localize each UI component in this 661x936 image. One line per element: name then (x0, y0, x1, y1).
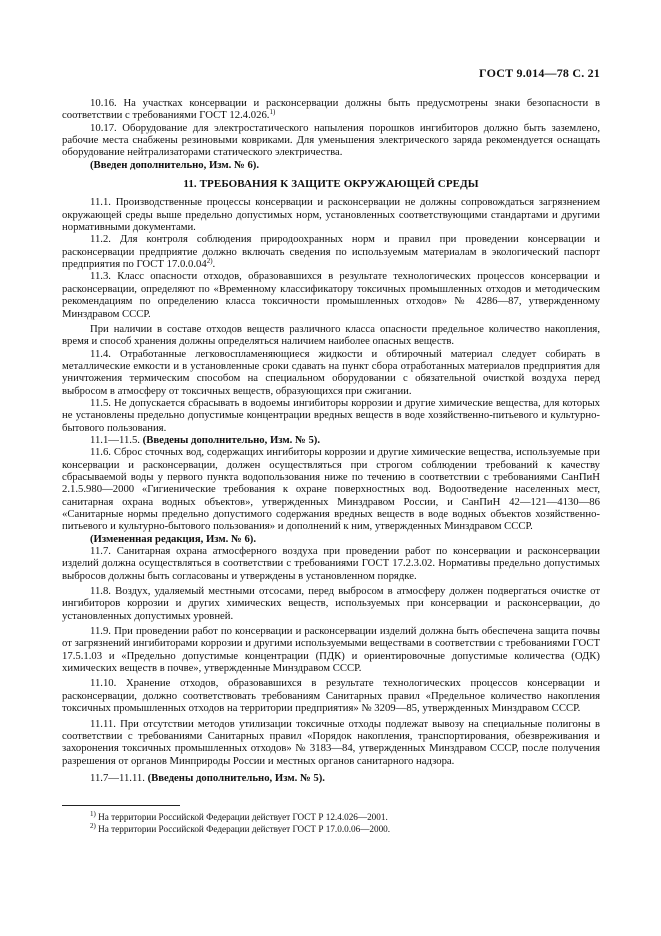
footnote-2 (62, 823, 600, 835)
clause-range-11-1-11-5: 11.1—11.5. (90, 433, 140, 446)
paragraph-11-9: 11.9. При проведении работ по консервации и расконсервации изделий должна быть обеспечена защита почвы от загрязнений ингибиторами коррозии и другими используемыми веществами в соответствии с требованиями ГОСТ 17.5.1.03 и «Предельно допустимые концентрации (ПДК) и ориентировочные допустимые количества (ОДК) химических веществ в почве», утвержденные Минздравом СССР. (62, 625, 600, 675)
page-header: ГОСТ 9.014—78 С. 21 (479, 66, 600, 80)
paragraph-11-5: 11.5. Не допускается сбрасывать в водоемы ингибиторы коррозии и другие химические вещества, для которых не установлены предельно допустимые концентрации вредных веществ в воде хозяйственно-питьевого и культурно-бытового пользования. (62, 396, 600, 434)
paragraph-11-3: 11.3. Класс опасности отходов, образовавшихся в результате технологических процессов консервации и расконсервации, определяют по «Временному классификатору токсичных промышленных отходов и методическим рекомендациям по определению класса токсичности промышленных отходов» № 4286—87, утвержденному Минздравом СССР. (62, 270, 600, 320)
footnote-ref-2: 2) (206, 257, 213, 266)
footnote-1 (62, 811, 600, 823)
footnote-ref-1: 1) (269, 108, 276, 117)
paragraph-11-2 (62, 233, 600, 270)
paragraph-11-11: 11.11. При отсутствии методов утилизации токсичные отходы подлежат вывозу на специальные полигоны в соответствии с требованиями Санитарных правил «Порядок накопления, транспортирования, обезвреживания и захоронения токсичных промышленных отходов» № 3183—84, утвержденных Минздравом СССР, после получения разрешения от органов Минприроды России и местных органов санитарного надзора. (62, 717, 600, 767)
footnote-2-mark: 2) (90, 822, 96, 830)
amendment-note-introduced-6: (Введен дополнительно, Изм. № 6). (90, 158, 260, 171)
amendment-note-introduced-5-second: (Введены дополнительно, Изм. № 5). (147, 771, 325, 784)
paragraph-11-8: 11.8. Воздух, удаляемый местными отсосами, перед выбросом в атмосферу должен подвергаться очистке от ингибиторов коррозии и других химических веществ, используемых при консервации и расконсервации, до установленных допустимых уровней. (62, 585, 600, 622)
paragraph-11-1: 11.1. Производственные процессы консервации и расконсервации не должны сопровождаться загрязнением окружающей среды выше предельно допустимых норм, установленных соответствующими стандартами и другими нормативными документами. (62, 196, 600, 234)
paragraph-10-16 (62, 97, 600, 122)
amendment-11-7-11-11 (62, 772, 600, 784)
document-body (62, 97, 600, 784)
paragraph-11-2-text: 11.2. Для контроля соблюдения природоохранных норм и правил при проведении консервации и расконсервации предприятие должно включать сведения по используемым материалам в экологический паспорт предприятия по ГОСТ 17.0.0.04 (62, 233, 600, 271)
footnote-1-text: На территории Российской Федерации действует ГОСТ Р 12.4.026—2001. (98, 812, 388, 822)
paragraph-11-6: 11.6. Сброс сточных вод, содержащих ингибиторы коррозии и другие химические вещества, используемые при консервации и расконсервации, должен осуществляться при строгом соблюдении требований к качеству сбрасываемой воды у первого пункта водопользования ниже по течению в соответствии с требованиями СанПиН 2.1.5.980—2000 «Гигиенические требования к охране поверхностных вод. Водоотведение населенных мест, санитарная охрана водных объектов», утвержденных Минздравом России, и СанПиН 42—121—4130—86 «Санитарные нормы предельно допустимого содержания вредных веществ в воде водных объектов хозяйственно-питьевого и культурно-бытового пользования» и дополнений к ним, утвержденных Минздравом СССР. (62, 446, 600, 533)
clause-range-11-7-11-11: 11.7—11.11. (90, 771, 145, 784)
paragraph-10-16-text: 10.16. На участках консервации и расконсервации должны быть предусмотрены знаки безопасности в соответствии с требованиями ГОСТ 12.4.026. (62, 97, 600, 122)
paragraph-11-4: 11.4. Отработанные легковоспламеняющиеся жидкости и обтирочный материал следует собирать в металлические емкости и в установленные сроки сдавать на пункт сбора отработанных материалов предприятия для уничтожения термическим способом на специальном оборудовании с обязательной очисткой воздуха перед выбросом в атмосферу от токсичных веществ, образующихся при сжигании. (62, 347, 600, 397)
footnotes (62, 811, 600, 835)
footnote-1-mark: 1) (90, 810, 96, 818)
amendment-11-1-11-5 (62, 434, 600, 446)
paragraph-11-3-continued: При наличии в составе отходов веществ различного класса опасности предельное количество накопления, время и способ хранения должны определяться наличием наиболее опасных веществ. (62, 322, 600, 348)
paragraph-10-17: 10.17. Оборудование для электростатического напыления порошков ингибиторов должно быть заземлено, рабочие места снабжены резиновыми ковриками. Для уменьшения электрического заряда рекомендуется оснащать оборудование нейтрализаторами статического электричества. (62, 121, 600, 159)
footnote-divider (62, 805, 180, 806)
paragraph-11-7: 11.7. Санитарная охрана атмосферного воздуха при проведении работ по консервации и расконсервации изделий должна осуществляться в соответствии с требованиями ГОСТ 17.2.3.02. Нормативы предельно допустимых выбросов должны быть согласованы и утверждены в установленном порядке. (62, 545, 600, 582)
amendment-note-changed-6: (Измененная редакция, Изм. № 6). (90, 532, 257, 545)
amendment-note-introduced-5: (Введены дополнительно, Изм. № 5). (142, 433, 321, 446)
section-title: 11. ТРЕБОВАНИЯ К ЗАЩИТЕ ОКРУЖАЮЩЕЙ СРЕДЫ (183, 178, 479, 191)
paragraph-11-10: 11.10. Хранение отходов, образовавшихся в результате технологических процессов консервации и расконсервации, должно соответствовать требованиям Санитарных правил «Предельное количество накопления токсичных промышленных отходов на территории предприятия» № 3209—85, утвержденных Минздравом СССР. (62, 677, 600, 715)
paragraph-11-2-end: . (212, 258, 216, 271)
footnote-2-text: На территории Российской Федерации действует ГОСТ Р 17.0.0.06—2000. (98, 824, 391, 834)
